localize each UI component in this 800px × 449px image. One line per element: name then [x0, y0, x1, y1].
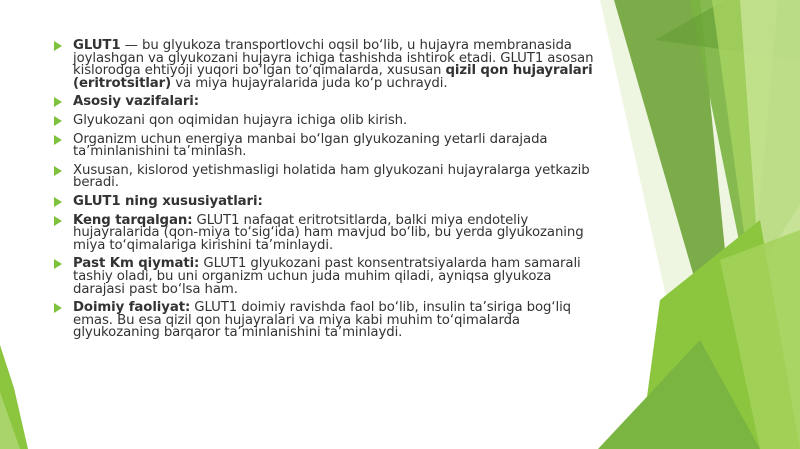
list-item-widespread [54, 212, 600, 253]
item-text: Xususan, kislorod yetishmasligi holatida ham glyukozani hujayralarga yetkazib beradi. [73, 162, 590, 191]
arrow-bullet-icon [54, 259, 62, 269]
definition-text: — bu glyukoza transportlovchi oqsil bo‘lib, u hujayra membranasida joylashgan va glyukozani hujayra ichiga tashishda ishtirok etadi. GLUT1 asosan kislorodga ehtiyoji yuqori bo‘lgan to‘qimalarda, xususan [73, 38, 594, 79]
term-glut1: GLUT1 [73, 38, 121, 53]
section-heading: GLUT1 ning xususiyatlari: [73, 193, 263, 209]
item-text: Organizm uchun energiya manbai bo‘lgan glyukozaning yetarli darajada ta’minlanishini ta’minlash. [73, 131, 548, 160]
property-text: GLUT1 doimiy ravishda faol bo‘lib, insulin ta’siriga bog‘liq emas. Bu esa qizil qon hujayralari va miya kabi muhim to‘qimalarda glyukozaning barqaror ta’minlanishini ta’minlaydi. [73, 300, 571, 341]
property-term: Doimiy faoliyat: [73, 300, 191, 316]
property-term: Past Km qiymati: [73, 256, 200, 272]
arrow-bullet-icon [54, 216, 62, 226]
list-item-properties-heading [54, 193, 600, 209]
arrow-bullet-icon [54, 135, 62, 145]
list-item-function-2 [54, 131, 600, 160]
list-item-low-km [54, 258, 600, 296]
arrow-bullet-icon [54, 197, 62, 207]
arrow-bullet-icon [54, 41, 62, 51]
arrow-bullet-icon [54, 97, 62, 107]
definition-text-end: va miya hujayralarida juda ko‘p uchraydi. [171, 75, 448, 91]
property-text: GLUT1 glyukozani past konsentratsiyalarda ham samarali tashiy oladi, bu uni organizm uchun juda muhim qiladi, ayniqsa glyukoza darajasi past bo‘lsa ham. [73, 256, 581, 297]
arrow-bullet-icon [54, 303, 62, 313]
arrow-bullet-icon [54, 166, 62, 176]
section-heading: Asosiy vazifalari: [73, 94, 199, 110]
property-term: Keng tarqalgan: [73, 212, 193, 228]
arrow-bullet-icon [54, 116, 62, 126]
list-item-glut1-definition [54, 40, 600, 90]
term-red-blood-cells: qizil qon hujayralari (eritrotsitlar) [73, 63, 593, 91]
bullet-list [54, 40, 600, 346]
property-text: GLUT1 nafaqat eritrotsitlarda, balki miya endoteliy hujayralarida (qon-miya to‘sig‘ida) ham mavjud bo‘lib, bu yerda glyukozaning miya to‘qimalariga kirishini ta’minlaydi. [73, 212, 584, 253]
item-text: Glyukozani qon oqimidan hujayra ichiga olib kirish. [73, 112, 408, 128]
list-item-function-1 [54, 112, 600, 128]
list-item-function-3 [54, 162, 600, 191]
list-item-main-functions-heading [54, 96, 600, 109]
list-item-constant-activity [54, 302, 600, 340]
